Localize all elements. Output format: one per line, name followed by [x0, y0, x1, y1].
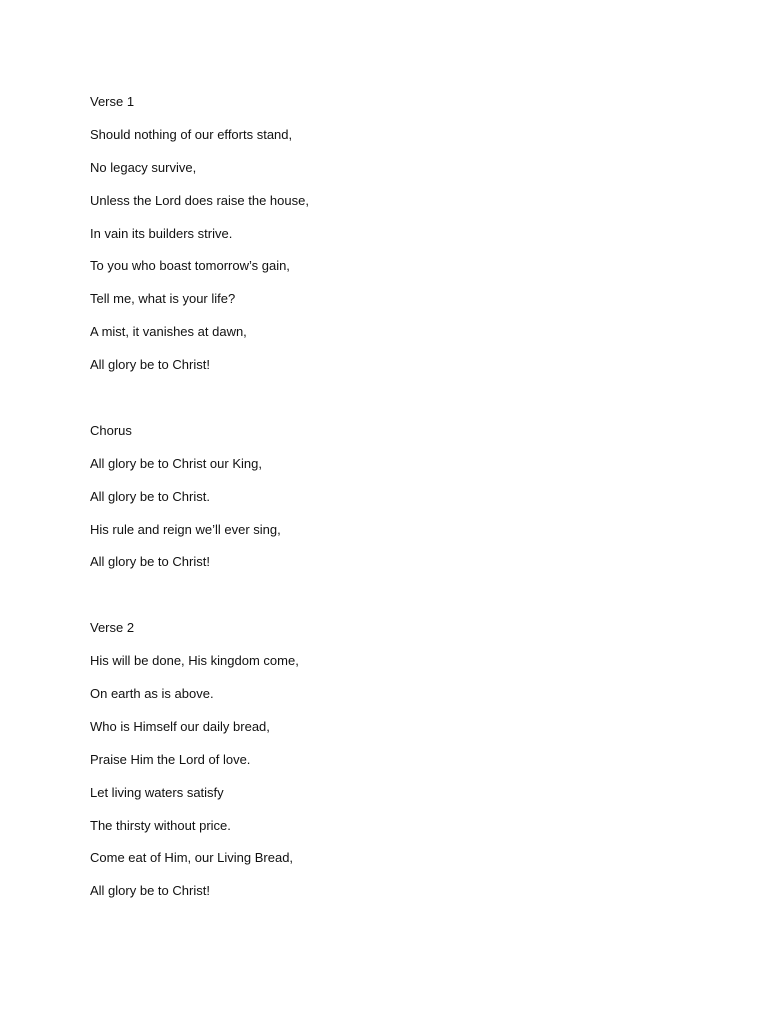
lyric-line: Let living waters satisfy	[90, 784, 224, 800]
lyrics-body	[90, 93, 690, 915]
lyric-line: His will be done, His kingdom come,	[90, 653, 299, 669]
lyric-line: His rule and reign we’ll ever sing,	[90, 521, 281, 537]
section-chorus	[90, 422, 690, 586]
lyric-line: Should nothing of our efforts stand,	[90, 126, 293, 142]
lyric-line: To you who boast tomorrow’s gain,	[90, 258, 290, 274]
lyric-line: On earth as is above.	[90, 686, 214, 702]
section-verse-2	[90, 619, 690, 915]
lyric-line: All glory be to Christ!	[90, 357, 210, 373]
lyric-line: All glory be to Christ!	[90, 554, 210, 570]
lyric-line: All glory be to Christ.	[90, 488, 210, 504]
section-heading: Verse 2	[90, 620, 135, 636]
section-heading: Chorus	[90, 422, 132, 438]
section-heading: Verse 1	[90, 94, 135, 109]
section-verse-1	[90, 93, 690, 389]
lyric-line: Who is Himself our daily bread,	[90, 718, 270, 734]
lyric-line: A mist, it vanishes at dawn,	[90, 324, 247, 340]
section-spacer	[90, 586, 690, 619]
lyric-line: Praise Him the Lord of love.	[90, 751, 251, 767]
lyric-line: All glory be to Christ our King,	[90, 455, 262, 471]
lyric-line: The thirsty without price.	[90, 817, 231, 833]
lyric-line: In vain its builders strive.	[90, 225, 233, 241]
lyric-line: Tell me, what is your life?	[90, 291, 236, 307]
lyric-line: Unless the Lord does raise the house,	[90, 192, 309, 208]
lyric-line: All glory be to Christ!	[90, 883, 210, 899]
lyric-line: No legacy survive,	[90, 159, 197, 175]
section-spacer	[90, 389, 690, 422]
lyric-line: Come eat of Him, our Living Bread,	[90, 850, 294, 866]
